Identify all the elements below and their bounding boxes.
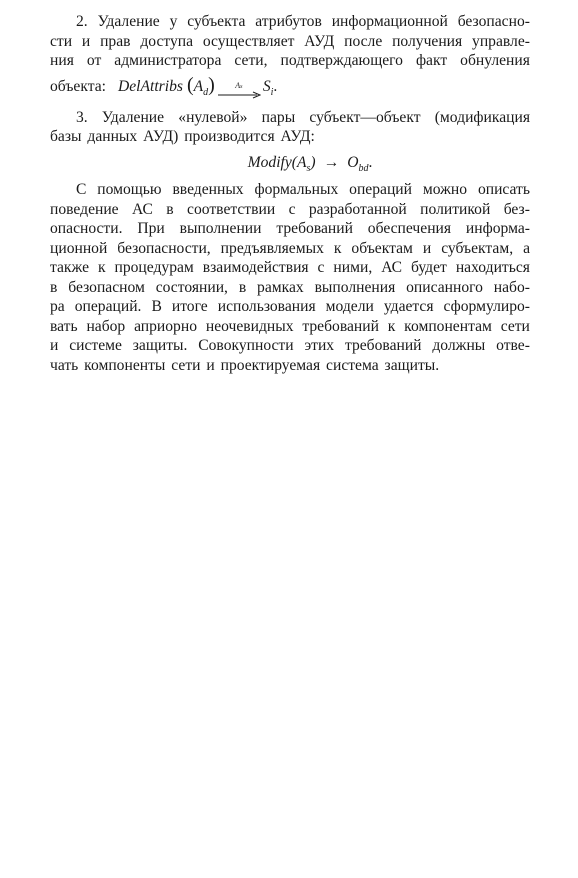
word: 3. — [76, 108, 88, 126]
word: к — [333, 239, 342, 257]
text-line — [50, 356, 530, 376]
word: политикой — [420, 200, 491, 218]
word: должны — [432, 337, 486, 354]
word: ра — [50, 298, 65, 315]
formula-end: . — [273, 77, 278, 95]
word: АУД — [304, 32, 335, 50]
text-line — [50, 297, 530, 317]
word: «нулевой» — [178, 108, 248, 126]
word: этих — [304, 337, 335, 354]
word: априорно — [134, 317, 198, 335]
word: чать компоненты сети и проектируемая система защиты. — [50, 356, 440, 374]
word: итоге — [171, 298, 208, 315]
text-line — [50, 108, 530, 128]
word: в — [166, 200, 174, 218]
word: операций — [349, 181, 412, 198]
word: соответствии — [187, 200, 276, 218]
word: операций. — [74, 298, 142, 315]
word: факт — [415, 52, 448, 69]
word: описанного — [406, 278, 483, 296]
word: выполнения — [314, 278, 396, 296]
word: ционной — [50, 239, 108, 257]
word: субъект—объект — [309, 108, 421, 126]
word: подтверждающего — [280, 52, 403, 69]
word: сети — [500, 317, 530, 335]
word: у — [169, 13, 178, 30]
word: формальных — [254, 181, 339, 198]
word: разработанной — [308, 200, 407, 218]
word: ними, — [333, 259, 373, 276]
word: требований — [302, 317, 379, 335]
word: требований — [344, 337, 422, 354]
word: поведение — [50, 200, 119, 218]
word: использования — [217, 298, 316, 315]
word: модели — [325, 298, 374, 315]
word: безопасности, — [117, 239, 211, 257]
word: сети, — [234, 52, 268, 69]
word: управле- — [472, 32, 530, 50]
formula-function: DelAttribs — [117, 77, 183, 95]
formula-modify — [50, 153, 530, 175]
word: системе — [69, 337, 122, 354]
formula-function: Modify(A — [247, 153, 307, 171]
word: к — [387, 317, 396, 335]
text-line — [50, 51, 530, 71]
formula-result-sub: bd — [358, 162, 369, 174]
formula-arg: A — [193, 77, 204, 95]
text-line — [50, 278, 530, 298]
document-page — [50, 12, 530, 375]
formula-end: . — [368, 153, 373, 171]
word: получения — [392, 32, 463, 50]
word: требований — [276, 220, 353, 237]
arrow-label: As — [235, 80, 243, 90]
word: и — [422, 239, 432, 257]
word: 2. — [76, 13, 88, 30]
word: неочевидных — [205, 317, 294, 335]
paragraph-3 — [50, 108, 530, 175]
paren-close: ) — [208, 73, 215, 96]
right-arrow-icon — [217, 91, 261, 99]
word: сформулиро- — [443, 298, 530, 315]
word: компонентам — [404, 317, 492, 335]
word: можно — [422, 181, 468, 198]
formula-arrow: → — [323, 153, 340, 171]
word: к — [97, 259, 106, 276]
word: после — [344, 32, 383, 50]
word: прав — [100, 32, 131, 50]
word: доступа — [140, 32, 194, 50]
word: При — [137, 220, 165, 237]
paragraph-4 — [50, 180, 530, 375]
word: информа- — [465, 220, 530, 237]
word: помощью — [97, 181, 162, 198]
formula-result: S — [262, 77, 271, 95]
word: выполнении — [179, 220, 262, 237]
word: и — [50, 337, 59, 354]
word: информационной — [331, 13, 448, 30]
text-line — [50, 127, 530, 147]
word: АС — [132, 200, 153, 218]
formula-lead: объекта: — [50, 77, 106, 95]
word: безопасно- — [457, 13, 530, 30]
paragraph-2 — [50, 12, 530, 102]
labeled-arrow — [217, 82, 261, 99]
word: в — [50, 278, 58, 296]
word: будет — [411, 259, 447, 276]
word: обеспечения — [367, 220, 452, 237]
word: опасности. — [50, 220, 123, 237]
word: В — [151, 298, 162, 315]
word: и — [81, 32, 91, 50]
text-line — [50, 336, 530, 356]
formula-delattribs — [50, 73, 530, 102]
word: находиться — [455, 259, 530, 276]
word: Удаление — [97, 13, 160, 30]
formula-result: O — [347, 153, 359, 171]
formula-arg-sub: d — [203, 86, 209, 98]
text-line — [50, 239, 530, 259]
word: набор — [86, 317, 126, 335]
word: объектам — [351, 239, 413, 257]
word: пары — [261, 108, 296, 126]
paren-open: ( — [186, 73, 194, 96]
word: введенных — [172, 181, 244, 198]
word: вать — [50, 317, 78, 335]
word: обнуления — [460, 52, 530, 69]
word: АС — [381, 259, 403, 276]
text-line — [50, 32, 530, 52]
word: с — [288, 200, 296, 218]
word: С — [76, 181, 87, 198]
word: Удаление — [101, 108, 165, 126]
word: (модификация — [434, 108, 530, 126]
formula-result-sub: i — [270, 86, 274, 98]
word: набо- — [493, 278, 530, 296]
word: удается — [383, 298, 434, 315]
word: а — [523, 239, 530, 257]
word: предъявляемых — [220, 239, 324, 257]
word: рамках — [257, 278, 304, 296]
word: субъектам, — [441, 239, 514, 257]
text-line — [50, 200, 530, 220]
word: ния — [50, 52, 74, 69]
word: в — [238, 278, 247, 296]
word: без- — [503, 200, 530, 218]
text-line — [50, 12, 530, 32]
word: Совокупности — [198, 337, 294, 354]
formula-func-sub: s — [306, 162, 311, 174]
word: атрибутов — [255, 13, 322, 30]
word: также — [50, 259, 89, 276]
word: субъекта — [187, 13, 246, 30]
word: защиты. — [132, 337, 188, 354]
word: процедурам — [114, 259, 194, 276]
word: описать — [477, 181, 530, 198]
word: взаимодействия — [202, 259, 309, 276]
word: от — [86, 52, 102, 69]
word: сти — [50, 32, 73, 50]
word: состоянии, — [155, 278, 228, 296]
text-line — [50, 258, 530, 278]
text-line — [50, 219, 530, 239]
word: безопасном — [68, 278, 145, 296]
word: отве- — [496, 337, 530, 354]
text-line — [50, 317, 530, 337]
word: администратора — [114, 52, 222, 69]
word: с — [317, 259, 325, 276]
text-line — [50, 180, 530, 200]
word: осуществляет — [202, 32, 295, 50]
formula-func-close: ) — [310, 153, 316, 171]
word: базы данных АУД) производится АУД: — [50, 128, 315, 145]
